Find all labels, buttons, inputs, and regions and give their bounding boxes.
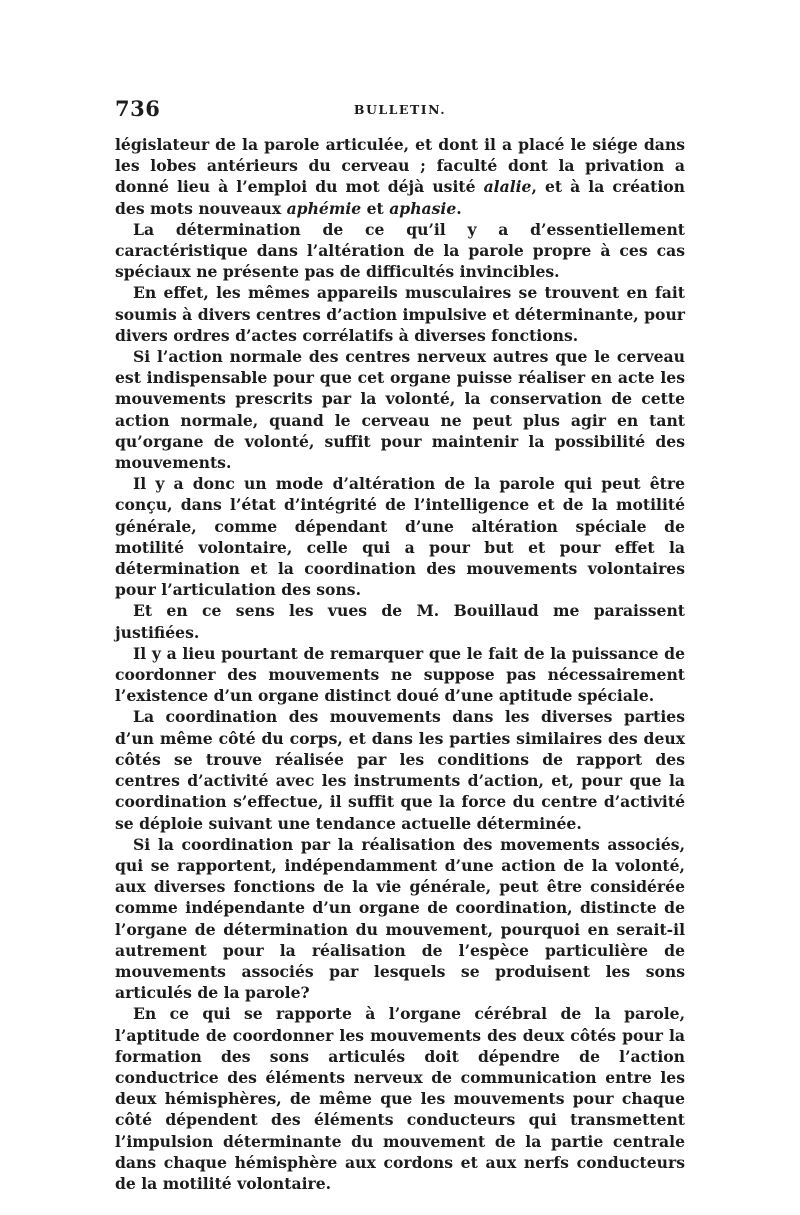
paragraph: La coordination des mouvements dans les diverses parties d’un même côté du corps, et dans les parties similaires des deux côtés se trouve réalisée par les conditions de rapport des centres d’activité avec les instruments d’action, et, pour que la coordination s’effectue, il suffit que la force du centre d’activité se déploie suivant une tendance actuelle déterminée. — [115, 707, 685, 833]
paragraph-continued — [115, 134, 685, 219]
page-header — [115, 96, 685, 134]
body-text — [115, 134, 685, 1194]
italic-term-alalie: alalie — [483, 177, 532, 197]
paragraph: Si la coordination par la réalisation des movements associés, qui se rapportent, indépendamment d’une action de la volonté, aux diverses fonctions de la vie générale, peut être considérée comme indépendante d’un organe de coordination, distincte de l’organe de détermination du mouvement, pourquoi en serait-il autrement pour la réalisation de l’espèce particulière de mouvements associés par lesquels se produisent les sons articulés de la parole? — [115, 834, 685, 1003]
paragraph: Il y a donc un mode d’altération de la parole qui peut être conçu, dans l’état d’intégrité de l’intelligence et de la motilité générale, comme dépendant d’une altération spéciale de motilité volontaire, celle qui a pour but et pour effet la détermination et la coordination des mouvements volontaires pour l’articulation des sons. — [115, 474, 685, 600]
running-head: BULLETIN. — [353, 102, 447, 117]
paragraph: Et en ce sens les vues de M. Bouillaud me paraissent justifiées. — [115, 601, 685, 642]
paragraph-text: législateur de la parole articulée, et dont il a placé le siége dans les lobes antérieurs du cerveau ; faculté dont la privation a donné lieu à l’emploi du mot déjà usité — [115, 135, 685, 197]
paragraph-text: et — [361, 198, 390, 218]
paragraph: Il y a lieu pourtant de remarquer que le fait de la puissance de coordonner des mouvements ne suppose pas nécessairement l’existence d’un organe distinct doué d’une aptitude spéciale. — [115, 643, 685, 706]
italic-term-aphemie: aphémie — [286, 198, 362, 218]
paragraph: Si l’action normale des centres nerveux autres que le cerveau est indispensable pour que cet organe puisse réaliser en acte les mouvements prescrits par la volonté, la conservation de cette action normale, quand le cerveau ne peut plus agir en tant qu’organe de volonté, suffit pour maintenir la possibilité des mouvements. — [115, 347, 685, 473]
paragraph: En effet, les mêmes appareils musculaires se trouvent en fait soumis à divers centres d’action impulsive et déterminante, pour divers ordres d’actes corrélatifs à diverses fonctions. — [115, 283, 685, 345]
paragraph-text: . — [456, 198, 462, 218]
document-page — [115, 96, 685, 1194]
page-number: 736 — [115, 96, 161, 121]
paragraph: La détermination de ce qu’il y a d’essentiellement caractéristique dans l’altération de la parole propre à ces cas spéciaux ne présente pas de difficultés invincibles. — [115, 219, 685, 282]
paragraph-text: , et à la création des mots nouveaux — [115, 177, 685, 218]
italic-term-aphasie: aphasie — [389, 198, 457, 218]
paragraph: En ce qui se rapporte à l’organe cérébral de la parole, l’aptitude de coordonner les mouvements des deux côtés pour la formation des sons articulés doit dépendre de l’action conductrice des éléments nerveux de communication entre les deux hémisphères, de même que les mouvements pour chaque côté dépendent des éléments conducteurs qui transmettent l’impulsion déterminante du mouvement de la partie centrale dans chaque hémisphère aux cordons et aux nerfs conducteurs de la motilité volontaire. — [115, 1004, 685, 1193]
